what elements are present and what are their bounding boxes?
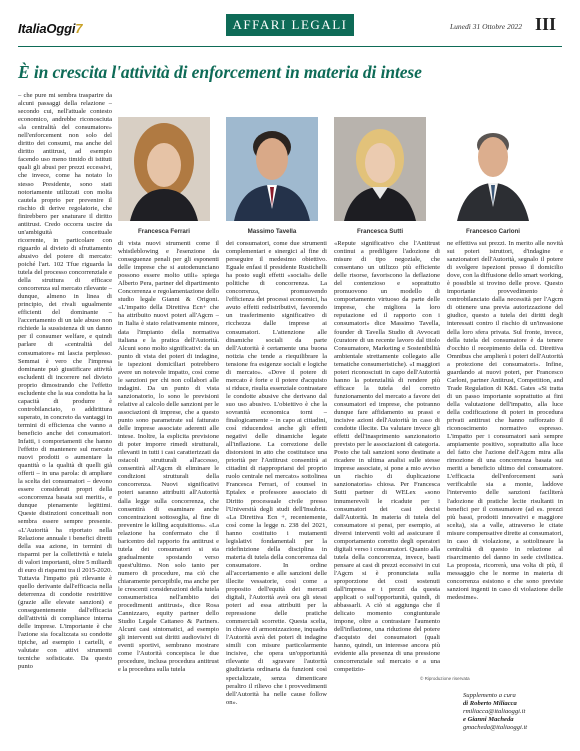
article-column: [226, 240, 327, 744]
photo-caption: Francesco Carloni: [466, 228, 520, 235]
article-paragraph: – che pure mi sembra trasparire da alcuni passaggi della relazione – secondo cui, nell'attuale contesto economico, andrebbe riconosciuta «la centralità del consumatore» nell'enforcement non solo del diritto dei consumi, ma anche del diritto antitrust, ad esempio facendo uso meno timido di istituti quali gli abusi per prezzi eccessivi, che invece, come ha notato lo stesso Presidente, sono stati notoriamente utilizzati con molta cautela proprio per prevenire il rischio di derive regolatorie, che finirebbero per snaturare il diritto antitrust. Credo occorra uscire da un'ambiguità concettuale ricorrente, in particolare con riguardo al divieto di sfruttamento abusivo del potere di mercato: poiché l'art. 102 Tfue riguarda la tutela del processo concorrenziale e della struttura di efficace concorrenza sul mercato rilevante – dunque, almeno in linea di principio, dei rivali ugualmente efficienti del dominante – l'accertamento di un tale abuso non richiede la sussistenza di un danno per il consumer welfare, e quindi parlare di «centralità del consumatore» mi lascia perplesso. Semmai è vero che l'impresa dominante può giustificare attività escludenti di incorrere nel divieto proprio dimostrando che l'effetto escludente che la sua condotta ha la capacità di produrre è controbilanciato, o addirittura superato, in concreto da vantaggi in termini di efficienza che vanno a beneficio anche dei consumatori. Infatti, i comportamenti che hanno l'effetto di mantenere sul mercato nuovi prodotti o aumentare la quantità o la qualità di quelli già offerti – in una parola: di ampliare la scelta dei consumatori – devono essere considerati propri della «concorrenza basata sui meriti», e dunque pienamente legittimi. Queste distinzioni concettuali non sembra essere sempre presente. «L'Autorità ha riportato nella Relazione annuale i benefici diretti della sua azione, in termini di risparmi per la collettività e tutela di valori importanti, oltre 5 miliardi di euro di risparmi tra il 2015-2020. Tuttavia l'impatto più rilevante è quello derivante dall'efficacia nella deterrenza di condotte restrittive (grazie alle elevate sanzioni) e conseguentemente dall'efficacia dell'attività di compliance interna delle imprese. L'importante è che l'azione sia focalizzata su condotte tipiche, ad esempio i cartelli, e valutate con attivi strumenti tecniche sofisticate. Da questo punto: [18, 92, 112, 671]
portrait-photo: [118, 117, 210, 221]
newspaper-logo: ItaliaOggi7: [18, 21, 83, 36]
supplement-author: di Roberto Miliacca: [463, 700, 517, 707]
article-column: [118, 240, 219, 744]
supplement-author: e Gianni Macheda: [463, 716, 514, 723]
article-column: [334, 240, 440, 744]
photo-caption: Francesca Sutti: [356, 228, 404, 235]
header-rule: [18, 46, 562, 47]
page-number: III: [535, 14, 557, 34]
issue-date: Lunedì 31 Ottobre 2022: [450, 22, 523, 31]
photo-caption: Massimo Tavella: [247, 228, 297, 235]
photo-caption: Francesca Ferrari: [138, 228, 190, 235]
supplement-title: Supplemento a cura: [463, 692, 516, 699]
article-paragraph: di vista nuovi strumenti come il whistleblowing e l'esenzione da conseguenze penali per gli esponenti delle imprese che si autodenunciano possono essere molto utili» spiega Alberto Pera, partner del dipartimento Concorrenza e regolamentazione dello studio legale Gianni & Origoni. «L'impatto della Direttiva Ecn+ che ha attribuito nuovi poteri all'Agcm – in Italia è stato relativamente minore, data l'impianto della normativa italiana e la pratica dell'Autorità. Alcuni sono molto significativi: da un punto di vista dei poteri di indagine, le ispezioni domiciliari potrebbero avere un notevole impatto, così come le sanzioni per chi non collabori alle indagini. Da un punto di vista sanzionatorio, lo sono le previsioni relative al calcolo delle sanzioni per le associazioni di imprese, che a questo punto sono parametrate sul fatturato delle imprese associate aderenti alle intese. Inoltre, la esplicita previsione di poter imporre rimedi strutturali, rilevanti in tutti i casi caratterizzati da ostacoli strutturali all'accesso, consentirà all'Agcm di eliminare le condizioni strutturali della concorrenza. Nuovi significativi poteri saranno attribuiti all'Autorità dalla legge sulla concorrenza, che consentirà di esaminare anche concentrazioni sottosoglia, al fine di prevenire le killing acquisitions». «La relazione ha confermato che il baricentro del rapporto fra antitrust e tutela dei consumatori si sta gradualmente spostando verso quest'ultimo. Non solo tanto per numero di procedure, ma ciò che chiaramente percepibile, ma anche per le crescenti considerazioni della tutela consumeristica nell'ambito dei procedimenti antitrust», dice Rosa Cannizzaro, equity partner dello Studio Legale Cattaneo & Partners. Alcuni casi sintomatici, ad esempio gli interventi sui diritti audiovisivi di eventi sportivi, sembrano mostrare come l'Autorità concepisca le due procedure, inclusa procedura antitrust e la procedura sulla tutela: [118, 240, 219, 674]
section-title: AFFARI LEGALI: [226, 14, 354, 36]
article-paragraph: «Repute significativo che l'Antitrust continui a prediligere l'adozione di misure di tipo negoziale, che consentano un utilizzo più efficiente delle risorse, favoriscono la deflazione del contenzioso e soprattutto promuovono un modello di comportamento virtuoso da parte delle imprese, che migliora la loro reputazione ed il rapporto con i consumatori» dice Massimo Tavella, founder di Tavella Studio di Avvocati (curatore di un recente lavoro dal titolo Consumatore, Marketing e Sostenibilità ambientale strettamente collegato alle tematiche consumeristiche). «I maggiori poteri riconosciuti in capo dell'Autorità hanno la potenzialità di rendere più efficace la tutela del corretto funzionamento del mercato a favore dei consumatori ed imprese, che potranno dunque fare affidamento su prassi e incisive azioni dell'Autorità in caso di condotte illecite. Da valutare invece gli effetti dell'inasprimento sanzionatorio previsto per le associazioni di categoria. Posto che tali sanzioni sono destinate a ricadere in ultima analisi sulle stesse imprese associate, si pone a mio avviso un rischio di duplicazione sanzionatoria» chiosa. Per Francesca Sutti partner di WELex «sono innumerevoli le ricadute per i consumatori dei casi decisi dall'Autorità. In materia di tutela del consumatore si pensi, per esempio, ai diversi interventi volti ad assicurare il comportamento corretto degli operatori digitali verso i consumatori. Quanto alla tutela della concorrenza, invece, basti pensare ai casi di prezzi eccessivi in cui l'Agcm si è pronunciata sulla sproporzione dei costi sostenuti dall'impresa e i prezzi da questa applicati o sull'opportunità, quindi, di abbassarli. A ciò si aggiunga che il delicato momento congiunturale impone, oltre a contrastare l'aumento dell'inflazione, una riduzione del potere d'acquisto dei consumatori (quali hanno, quindi, un interesse ancora più evidente alla presenza di una pressione concorrenziale sul mercato e a una competizio-: [334, 240, 440, 674]
article-column: [447, 240, 563, 672]
supplement-credits: [463, 692, 563, 732]
supplement-email[interactable]: gmacheda@italiaoggi.it: [463, 724, 528, 731]
article-headline: È in crescita l'attività di enforcement in materia di intese: [18, 62, 422, 82]
logo-number: 7: [75, 21, 83, 36]
supplement-email[interactable]: rmiliacca@italiaoggi.it: [463, 708, 526, 715]
article-paragraph: dei consumatori, come due strumenti complementari e sinergici al fine di perseguire il medesimo obiettivo. Eguale enfasi il presidente Rustichelli ha posto sugli effetti «sociali» delle politiche di concorrenza. La concorrenza, promuovendo l'efficienza dei processi economici, ha avuto effetti redistributivi, favorendo un trasferimento significativo di ricchezza dalle imprese ai consumatori. L'attenzione alle dinamiche sociali da parte dell'Autorità è certamente una buona notizia che tende a riequilibrare la tensione fra esigenze sociali e logiche di mercato». «Dove il potere di mercato è forte e il potere d'acquisto si riduce, risulta essenziale contrastare le condotte abusive che derivano dal suo uso abusivo. L'obiettivo è che la sovranità economica torni – finalogicamente – in capo ai cittadini, così riducendosi anche gli effetti negativi delle dinamiche legate all'inflazione. La correzione delle distorsioni in atto che costituisce una priorità per l'Antitrust consentirà ai cittadini di riappropriarsi del proprio ruolo centrale nel mercato» sottolinea Francesca Ferrari, of counsel in Eptalex e professore associato di Diritto processuale civile presso l'Università degli studi dell'Insubria. «La Direttiva Ecn +, recentemente, così come la legge n. 238 del 2021, hanno costituito i mutamenti legislativi fondamentali per la ridefinizione della disciplina in materia di tutela della concorrenza dal consumatore. In ordine all'accertamento e alle sanzioni delle illecite vessatorie, così come a proposito dell'equità dei mercati digitali, l'Autorità avrà ora gli stessi poteri ad essa attribuiti per la repressione delle pratiche commerciali scorrette. Questa scelta, in chiave di armonizzazione, inquadra l'Autorità avrà dei poteri di indagine simili con misure particolarmente incisive, che opera un'opportunità rilevante di sgravare l'autorità giudiziaria ordinaria da funzioni così specializzate, senza dimenticare peraltro il rilievo che i provvedimenti dell'Autorità ha nelle cause follow on».: [226, 240, 327, 706]
article-column: [18, 92, 112, 744]
article-paragraph: ne effettiva sui prezzi. In merito alle novità sui poteri istruttori, d'indagine e sanzionatori dell'Autorità, segnalo il potere di svolgere ispezioni presso il domicilio dove, con la diffusione dello smart working, è possibile si trovino delle prove. Questo importante provvedimento è controbilanciato dalla necessità per l'Agcm di ottenere una previa autorizzazione del giudice, questo a tutela dei diritti degli interessati contro il rischio di un'invasione della loro sfera privata. Sul fronte, invece, della tutela del consumatore è da tenere d'occhio il recepimento della cd. Direttiva Omnibus che amplierà i poteri dell'Autorità a protezione dei consumatori». Infine, guardando ai nuovi poteri, per Francesco Carloni, partner Antitrust, Competition, and Trade Regulation di K&L Gates «Si tratta di un passo importante soprattutto ai fini della valutazione dell'impatto, alla luce della codificazione di poteri in procedura privati antitrust che hanno rafforzato il riconoscimento normativo espresso. L'impatto per i consumatori sarà sempre ampiamente positivo, soprattutto alla luce del fatto che l'azione dell'Agcm mira alla rimozione di una concorrenza basata sui meriti a beneficio ultimo del consumatore. L'efficacia dell'enforcement sarà verificabile sia a monte, laddove l'intervento delle sanzioni faciliterà l'adozione di pratiche lecite risultanti in benefici per il consumatore (ad es. prezzi più bassi, prodotti innovativi e maggiore scelta), sia a valle, attraverso le citate misure compensative dirette ai consumatori, in caso di violazione, a sottolineare la centralità di questo in relazione al risarcimento del danno in sede civilistica. La proposta, ricorrerà, una volta di più, il messaggio che le norme in materia di concorrenza esistono e che sono previste sanzioni ingenti in caso di violazione delle medesime».: [447, 240, 563, 602]
portrait-photo: [334, 117, 426, 221]
masthead: [0, 0, 580, 60]
portrait-photo: [226, 117, 318, 221]
portrait-photo: [447, 117, 539, 221]
copyright-note: © Riproduzione riservata: [420, 676, 470, 681]
